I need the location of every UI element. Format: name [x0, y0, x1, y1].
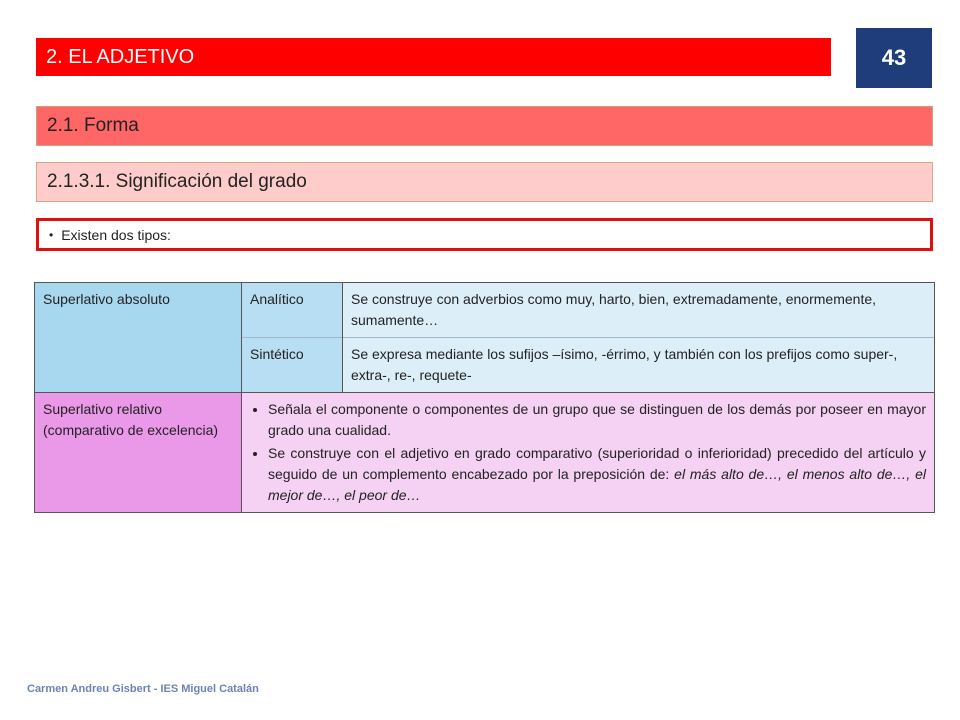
- analitico-label: Analítico: [242, 283, 343, 338]
- list-item: [268, 443, 926, 506]
- page-number: 43: [881, 45, 907, 70]
- subsubtitle: 2.1.3.1. Significación del grado: [47, 171, 307, 192]
- table-row: [35, 393, 935, 513]
- subtitle: 2.1. Forma: [47, 115, 139, 136]
- intro-box: [36, 218, 933, 251]
- footer-credit: Carmen Andreu Gisbert - IES Miguel Catalán: [27, 683, 259, 695]
- subsubtitle-bar: [36, 162, 933, 202]
- relativo-examples: el más alto de…, el menos alto de…, el mejor de…, el peor de…: [268, 466, 926, 503]
- section-title: 2. EL ADJETIVO: [46, 45, 195, 68]
- superlative-table: [34, 282, 935, 513]
- table-row: [35, 283, 935, 338]
- relativo-description: [242, 393, 935, 513]
- relativo-label: Superlativo relativo (comparativo de excelencia): [35, 393, 242, 513]
- sintetico-description: Se expresa mediante los sufijos –ísimo, -érrimo, y también con los prefijos como super-, extra-, re-, requete-: [343, 338, 935, 393]
- bullet-icon: •: [49, 227, 54, 242]
- relativo-bullet-2: Se construye con el adjetivo en grado comparativo (superioridad o inferioridad) precedido del artículo y seguido de un complemento encabezado por la preposición de:: [268, 445, 926, 482]
- section-title-bar: [36, 38, 831, 76]
- analitico-description: Se construye con adverbios como muy, harto, bien, extremadamente, enormemente, sumamente…: [343, 283, 935, 338]
- relativo-bullet-list: [250, 399, 926, 506]
- subtitle-bar: [36, 106, 933, 146]
- sintetico-label: Sintético: [242, 338, 343, 393]
- page-number-badge: [856, 28, 932, 88]
- absoluto-label: Superlativo absoluto: [35, 283, 242, 393]
- list-item: [268, 399, 926, 441]
- intro-text: Existen dos tipos:: [61, 226, 171, 243]
- relativo-bullet-1: Señala el componente o componentes de un grupo que se distinguen de los demás por poseer en mayor grado una cualidad.: [268, 401, 926, 438]
